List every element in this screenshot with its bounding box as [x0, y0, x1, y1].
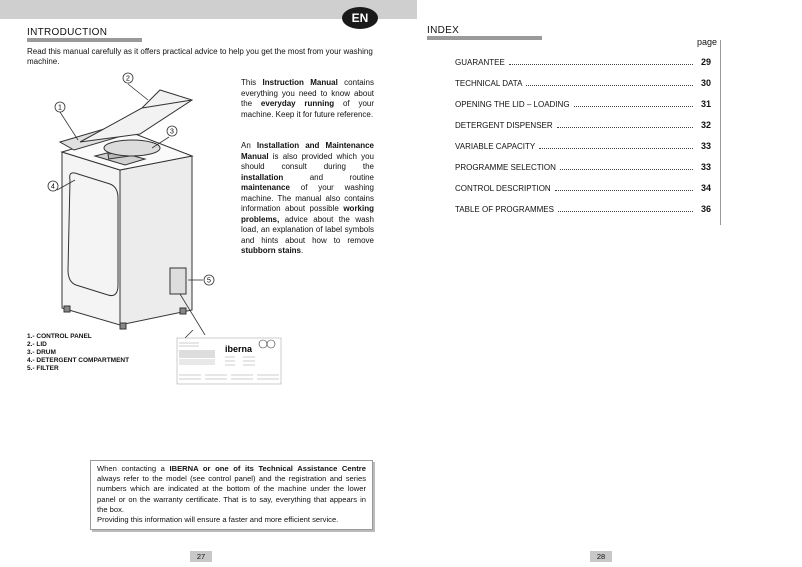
introduction-title: INTRODUCTION: [27, 27, 108, 38]
index-vertical-rule: [720, 40, 721, 225]
index-entry[interactable]: DETERGENT DISPENSER 32: [455, 120, 711, 130]
svg-text:1: 1: [58, 104, 62, 112]
legend-item: 5.- FILTER: [27, 365, 59, 372]
legend-item: 3.- DRUM: [27, 349, 56, 356]
instruction-manual-paragraph: This Instruction Manual contains everything you need to know about the everyday running of your machine. Keep it for future reference.: [241, 78, 375, 119]
intro-paragraph: Read this manual carefully as it offers practical advice to help you get the most from your washing machine.: [27, 47, 373, 66]
parts-legend: [27, 333, 129, 373]
index-entry[interactable]: VARIABLE CAPACITY 33: [455, 141, 711, 151]
washing-machine-illustration: [20, 70, 235, 335]
page-column-header: page: [697, 37, 718, 47]
rating-label: [175, 330, 285, 385]
technical-assistance-box: When contacting a IBERNA or one of its Technical Assistance Centre always refer to the model (see control panel) and the registration and series numbers which are indicated at the bottom of the machine under the lower panel or on the warranty certificate. That is to say, everything that appears in the box. Providing this information will ensure a faster and more efficient service.: [90, 460, 373, 530]
index-entry[interactable]: PROGRAMME SELECTION 33: [455, 162, 711, 172]
index-title: INDEX: [427, 25, 460, 36]
installation-manual-paragraph: An Installation and Maintenance Manual is also provided which you should consult during the installation and routine maintenance of your washing machine. The manual also contains information about possible working problems, advice about the wash load, an explanation of label symbols and hints about how to remove stubborn stains.: [241, 141, 374, 255]
filter: [170, 268, 186, 294]
index-entry[interactable]: OPENING THE LID – LOADING 31: [455, 99, 711, 109]
index-entry[interactable]: TABLE OF PROGRAMMES 36: [455, 204, 711, 214]
left-page-number: 27: [190, 551, 212, 562]
legend-item: 2.- LID: [27, 341, 47, 348]
language-badge: EN: [342, 7, 378, 29]
label-brand-logo: iberna: [225, 344, 253, 354]
svg-text:2: 2: [126, 75, 130, 83]
legend-item: 4.- DETERGENT COMPARTMENT: [27, 357, 130, 364]
drum: [104, 140, 160, 156]
index-entry[interactable]: TECHNICAL DATA 30: [455, 78, 711, 88]
svg-text:4: 4: [51, 183, 55, 191]
right-page-number: 28: [590, 551, 612, 562]
legend-item: 1.- CONTROL PANEL: [27, 333, 92, 340]
svg-text:3: 3: [170, 128, 174, 136]
index-entry[interactable]: GUARANTEE 29: [455, 57, 711, 67]
svg-text:5: 5: [207, 277, 211, 285]
index-rule: [427, 36, 542, 40]
introduction-rule: [27, 38, 142, 42]
index-entry[interactable]: CONTROL DESCRIPTION 34: [455, 183, 711, 193]
